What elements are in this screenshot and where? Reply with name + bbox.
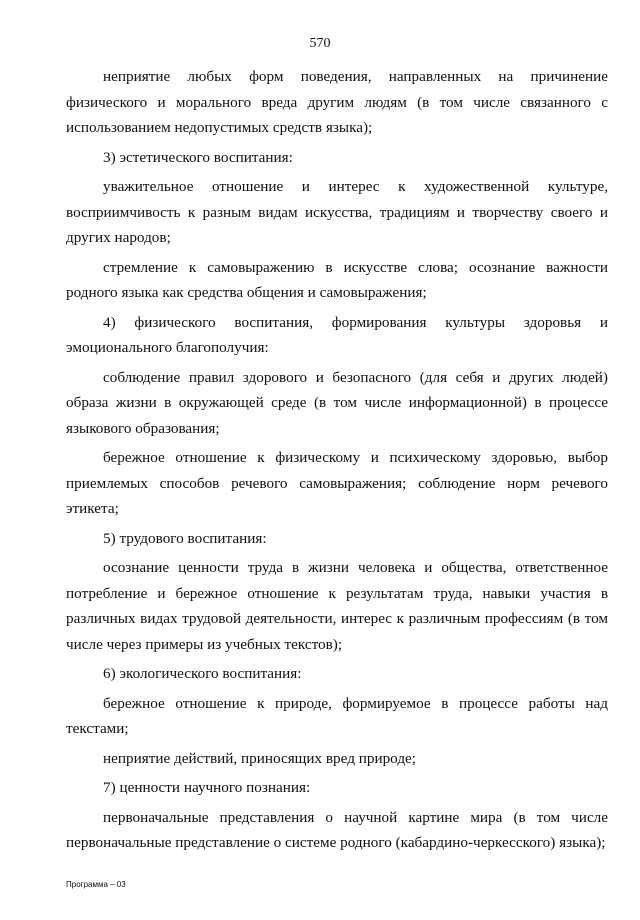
paragraph: стремление к самовыражению в искусстве слова; осознание важности родного языка как средства общения и самовыражения; [66,258,608,301]
paragraph: неприятие действий, приносящих вред природе; [103,749,417,767]
paragraph: первоначальные представления о научной картине мира (в том числе первоначальные представление о системе родного (кабардино-черкесского) языка); [66,808,608,851]
paragraph: бережное отношение к природе, формируемое в процессе работы над текстами; [66,694,608,737]
paragraph: бережное отношение к физическому и психическому здоровью, выбор приемлемых способов речевого самовыражения; соблюдение норм речевого этикета; [66,449,608,517]
footer-label: Программа – 03 [66,880,126,889]
section-heading: 3) эстетического воспитания: [103,148,293,166]
page-number: 570 [309,36,331,51]
document-body [66,64,608,860]
section-heading: 4) физического воспитания, формирования культуры здоровья и эмоционального благополучия: [66,313,608,356]
paragraph: уважительное отношение и интерес к художественной культуре, восприимчивость к разным видам искусства, традициям и творчеству своего и других народов; [66,178,608,246]
paragraph: осознание ценности труда в жизни человека и общества, ответственное потребление и бережное отношение к результатам труда, навыки участия в различных видах трудовой деятельности, интерес к различным профессиям (в том числе через примеры из учебных текстов); [66,559,608,653]
section-heading: 5) трудового воспитания: [103,529,267,547]
paragraph: неприятие любых форм поведения, направленных на причинение физического и морального вреда другим людям (в том числе связанного с использованием недопустимых средств языка); [66,68,608,136]
section-heading: 7) ценности научного познания: [103,779,311,796]
section-heading: 6) экологического воспитания: [103,665,302,682]
paragraph: соблюдение правил здорового и безопасного (для себя и других людей) образа жизни в окружающей среде (в том числе информационной) в процессе языкового образования; [66,368,608,437]
